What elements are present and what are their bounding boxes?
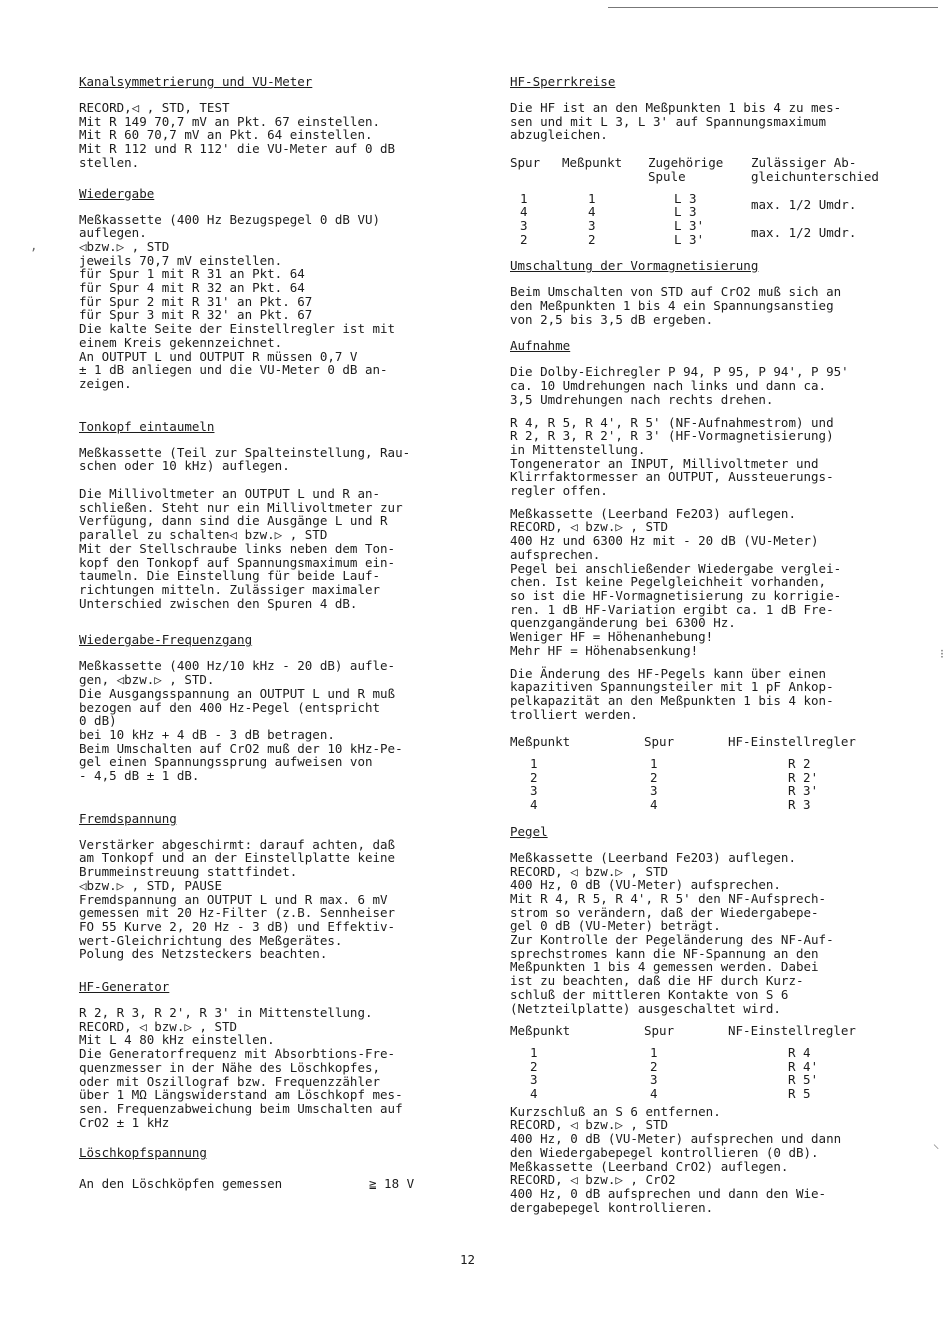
table-cell: R 3 (788, 797, 811, 813)
table-header-row (510, 735, 856, 749)
table-cell: 2 (530, 769, 538, 785)
left-column (79, 74, 469, 1204)
margin-mark: , (30, 238, 38, 253)
table-cell: 2 (588, 231, 596, 247)
section-umschaltung (510, 258, 905, 326)
table-row (510, 757, 856, 771)
table-cell: 1 (650, 756, 658, 772)
section-heading: HF-Generator (79, 979, 170, 995)
page-number: 12 (460, 1252, 476, 1267)
margin-mark: ⁝ (940, 646, 944, 661)
table-header: Meßpunkt (510, 734, 571, 750)
section-kanalsymmetrierung (79, 74, 469, 170)
section-text: Meßkassette (Leerband Fe2O3) auflegen. RECORD, ◁ bzw.▷ , STD 400 Hz und 6300 Hz mit - 20 dB (VU-Meter) aufsprechen. Pegel bei anschließender Wiedergabe verglei- chen. Ist keine Pegelgleichheit vorhanden, so ist die HF-Vormagnetisierung zu korrigie- ren. 1 dB HF-Variation ergibt ca. 1 dB Fre- quenzgangänderung bei 6300 Hz. Weniger HF = Höhenanhebung! Mehr HF = Höhenabsenkung! (510, 505, 842, 658)
table-cell: 4 (650, 797, 658, 813)
right-column (510, 74, 905, 1226)
measurement-value: ≧ 18 V (369, 1176, 415, 1192)
table-cell: 3 (588, 217, 596, 233)
section-text: Die HF ist an den Meßpunkten 1 bis 4 zu mes- sen und mit L 3, L 3' auf Spannungsmaximum abzugleichen. (510, 100, 842, 143)
table-row (510, 1046, 856, 1060)
table-header-row (510, 1024, 856, 1038)
table-header-row (510, 156, 879, 183)
section-text: Die Millivoltmeter an OUTPUT L und R an- schließen. Steht nur ein Millivoltmeter zur Verfügung, dann sind die Ausgänge L und R parallel zu schalten◁ bzw.▷ , STD Mit der Stellschraube links neben dem Ton- kopf den Tonkopf auf Spannungsmaximum ein- taumeln. Die Einstellung für beide Lauf- richtungen mitteln. Zulässiger maximaler Unterschied zwischen den Spuren 4 dB. (79, 486, 403, 611)
section-heading: Kanalsymmetrierung und VU-Meter (79, 74, 313, 89)
table-header: Zulässiger Ab- gleichunterschied (751, 155, 879, 184)
table-header: Spur (644, 1023, 675, 1039)
table-header: Spur (644, 734, 675, 750)
table-row (510, 219, 879, 233)
margin-mark: ⸜ (933, 1136, 940, 1151)
nf-einstellregler-table (510, 1024, 856, 1101)
table-cell: 1 (650, 1044, 658, 1060)
table-cell: max. 1/2 Umdr. (751, 197, 857, 213)
table-cell: R 4 (788, 1044, 811, 1060)
table-row (510, 1060, 856, 1074)
section-pegel (510, 824, 905, 1215)
section-heading: Löschkopfspannung (79, 1145, 207, 1161)
table-cell: L 3 (674, 204, 697, 220)
section-wiedergabe-frequenzgang (79, 632, 469, 782)
hf-einstellregler-table (510, 735, 856, 812)
section-text: Meßkassette (Teil zur Spalteinstellung, Rau- schen oder 10 kHz) auflegen. (79, 444, 411, 474)
table-header: Meßpunkt (562, 155, 623, 171)
table-cell: 1 (588, 190, 596, 206)
table-cell: R 3' (788, 783, 819, 799)
table-cell: 3 (530, 783, 538, 799)
table-cell: 2 (650, 769, 658, 785)
table-cell: 3 (650, 783, 658, 799)
table-cell: 2 (520, 231, 528, 247)
table-row (510, 1087, 856, 1101)
table-row (510, 192, 879, 206)
table-header: NF-Einstellregler (728, 1023, 856, 1039)
top-rule (608, 7, 938, 8)
table-cell: 3 (530, 1072, 538, 1088)
table-cell: 4 (650, 1086, 658, 1102)
measurement-row (79, 1176, 469, 1192)
table-cell: L 3' (674, 231, 705, 247)
section-heading: Tonkopf eintaumeln (79, 418, 215, 434)
section-heading: Wiedergabe-Frequenzgang (79, 632, 253, 648)
table-header: Spur (510, 155, 541, 171)
table-cell: R 5' (788, 1072, 819, 1088)
section-heading: Aufnahme (510, 338, 571, 354)
section-hf-sperrkreise (510, 74, 905, 246)
section-text: Meßkassette (Leerband Fe2O3) auflegen. RECORD, ◁ bzw.▷ , STD 400 Hz, 0 dB (VU-Meter) aufsprechen. Mit R 4, R 5, R 4', R 5' den NF-Aufsprech- strom so verändern, daß der Wiedergabepe- gel 0 dB (VU-Meter) beträgt. Zur Kontrolle der Pegeländerung des NF-Auf- sprechstromes kann die NF-Spannung an den Meßpunkten 1 bis 4 gemessen werden. Dabei ist zu beachten, daß die HF durch Kurz- schluß der mittleren Kontakte von S 6 (Netzteilplatte) ausgeschaltet wird. (510, 849, 834, 1016)
table-cell: R 2 (788, 756, 811, 772)
section-text: RECORD,◁ , STD, TEST Mit R 149 70,7 mV an Pkt. 67 einstellen. Mit R 60 70,7 mV an Pkt. 64 einstellen. Mit R 112 und R 112' die VU-Meter auf 0 dB stellen. (79, 100, 396, 170)
section-heading: Umschaltung der Vormagnetisierung (510, 258, 759, 274)
section-text: Beim Umschalten von STD auf CrO2 muß sich an den Meßpunkten 1 bis 4 ein Spannungsanstieg von 2,5 bis 3,5 dB ergeben. (510, 284, 842, 327)
section-text: R 2, R 3, R 2', R 3' in Mittenstellung. RECORD, ◁ bzw.▷ , STD Mit L 4 80 kHz einstellen. Die Generatorfrequenz mit Absorbtions-Fre- quenzmesser in der Nähe des Löschkopfes, oder mit Oszillograf bzw. Frequenzzähler über 1 MΩ Längswiderstand am Löschkopf mes- sen. Frequenzabweichung beim Umschalten auf CrO2 ± 1 kHz (79, 1005, 403, 1130)
section-fremdspannung (79, 811, 469, 961)
table-cell: 4 (588, 204, 596, 220)
table-cell: 3 (650, 1072, 658, 1088)
section-text: Meßkassette (400 Hz/10 kHz - 20 dB) aufle- gen, ◁bzw.▷ , STD. Die Ausgangsspannung an OUTPUT L und R muß bezogen auf den 400 Hz-Pegel (entspricht 0 dB) bei 10 kHz + 4 dB - 3 dB betragen. Beim Umschalten auf CrO2 muß der 10 kHz-Pe- gel einen Spannungssprung aufweisen von - 4,5 dB ± 1 dB. (79, 658, 403, 784)
table-cell: 1 (530, 1044, 538, 1060)
table-cell: 4 (530, 1086, 538, 1102)
table-row (510, 1073, 856, 1087)
section-text: Meßkassette (400 Hz Bezugspegel 0 dB VU) auflegen. ◁bzw.▷ , STD jeweils 70,7 mV einstellen. für Spur 1 mit R 31 an Pkt. 64 für Spur 4 mit R 32 an Pkt. 64 für Spur 2 mit R 31' an Pkt. 67 für Spur 3 mit R 32' an Pkt. 67 Die kalte Seite der Einstellregler ist mit einem Kreis gekennzeichnet. An OUTPUT L und OUTPUT R müssen 0,7 V ± 1 dB anliegen und die VU-Meter 0 dB an- zeigen. (79, 211, 396, 391)
measurement-label: An den Löschköpfen gemessen (79, 1176, 283, 1192)
section-heading: Wiedergabe (79, 185, 155, 201)
table-cell: 1 (520, 190, 528, 206)
table-cell: R 5 (788, 1086, 811, 1102)
section-aufnahme (510, 338, 905, 811)
section-heading: HF-Sperrkreise (510, 74, 616, 89)
section-hf-generator (79, 979, 469, 1129)
section-text: Verstärker abgeschirmt: darauf achten, daß am Tonkopf und an der Einstellplatte keine Brummeinstreuung stattfindet. ◁bzw.▷ , STD, PAUSE Fremdspannung an OUTPUT L und R max. 6 mV gemessen mit 20 Hz-Filter (z.B. Sennheiser FO 55 Kurve 2, 20 Hz - 3 dB) und Effektiv- wert-Gleichrichtung des Meßgerätes. Polung des Netzsteckers beachten. (79, 836, 396, 962)
section-heading: Pegel (510, 823, 548, 839)
section-text: R 4, R 5, R 4', R 5' (NF-Aufnahmestrom) und R 2, R 3, R 2', R 3' (HF-Vormagnetisierung) in Mittenstellung. Tongenerator an INPUT, Millivoltmeter und Klirrfaktormesser an OUTPUT, Aussteuerungs- regler offen. (510, 414, 834, 499)
table-cell: L 3' (674, 217, 705, 233)
table-header: Zugehörige Spule (648, 155, 724, 184)
table-row (510, 798, 856, 812)
section-text: Kurzschluß an S 6 entfernen. RECORD, ◁ bzw.▷ , STD 400 Hz, 0 dB (VU-Meter) aufsprechen und dann den Wiedergabepegel kontrollieren (0 dB). Meßkassette (Leerband CrO2) auflegen. RECORD, ◁ bzw.▷ , CrO2 400 Hz, 0 dB aufsprechen und dann den Wie- dergabepegel kontrollieren. (510, 1103, 842, 1215)
table-cell: L 3 (674, 190, 697, 206)
table-header: HF-Einstellregler (728, 734, 856, 750)
table-header: Meßpunkt (510, 1023, 571, 1039)
section-tonkopf (79, 419, 469, 611)
table-cell: 2 (530, 1058, 538, 1074)
table-cell: 3 (520, 217, 528, 233)
section-loeschkopfspannung (79, 1145, 469, 1192)
sperrkreise-table (510, 156, 879, 246)
section-wiedergabe (79, 186, 469, 391)
table-cell: R 2' (788, 769, 819, 785)
table-cell: 4 (520, 204, 528, 220)
table-row (510, 771, 856, 785)
table-cell: 2 (650, 1058, 658, 1074)
table-cell: R 4' (788, 1058, 819, 1074)
table-row (510, 784, 856, 798)
table-cell: 1 (530, 756, 538, 772)
section-text: Die Änderung des HF-Pegels kann über einen kapazitiven Spannungsteiler mit 1 pF Ankop- pelkapazität an den Meßpunkten 1 bis 4 kon- trolliert werden. (510, 665, 834, 722)
section-text: Die Dolby-Eichregler P 94, P 95, P 94', P 95' ca. 10 Umdrehungen nach links und dann ca. 3,5 Umdrehungen nach rechts drehen. (510, 364, 849, 407)
section-heading: Fremdspannung (79, 810, 177, 826)
table-cell: max. 1/2 Umdr. (751, 224, 857, 240)
table-cell: 4 (530, 797, 538, 813)
